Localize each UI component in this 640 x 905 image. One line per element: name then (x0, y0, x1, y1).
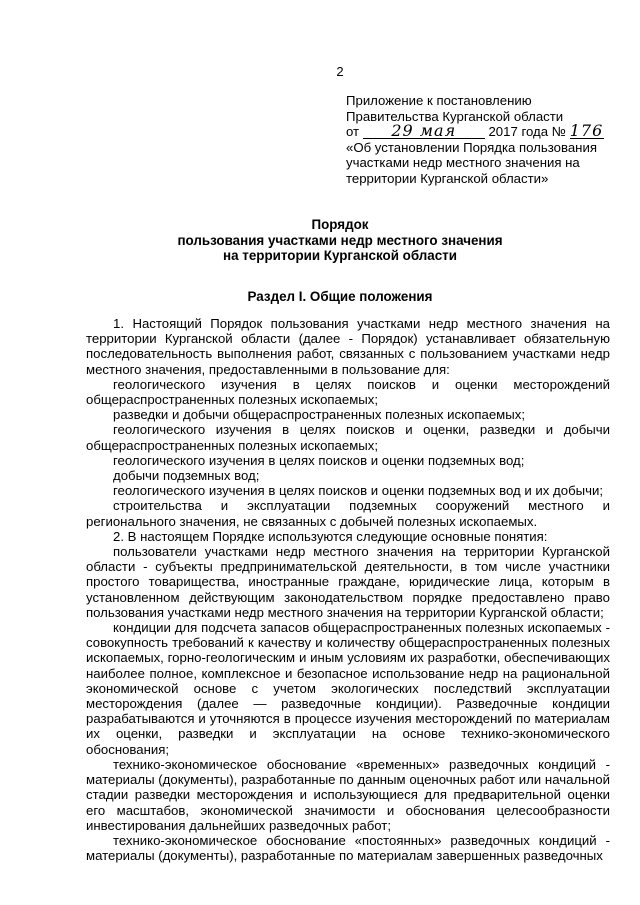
section-heading: Раздел I. Общие положения (247, 289, 433, 304)
paragraph: геологического изучения в целях поисков и оценки месторождений общераспространенных полезных ископаемых; (86, 376, 610, 408)
date-field (363, 121, 485, 141)
paragraph: геологического изучения в целях поисков и оценки, разведки и добычи общераспространенных полезных ископаемых; (86, 422, 610, 453)
paragraph: геологического изучения в целях поисков и оценки подземных вод; (113, 452, 525, 468)
paragraph: кондиции для подсчета запасов общераспространенных полезных ископаемых - совокупность требований к качеству и количеству общераспространенных полезных ископаемых, горно-геологическим и иным условиям их разработки, обеспечивающих наиболее полное, комплексное и безопасное использование недр на рациональной экономической основе с учетом экологических последствий эксплуатации месторождения (далее — разведочные кондиции). Разведочные кондиции разрабатываются и уточняются в процессе изучения месторождений по материалам их оценки, разведки и эксплуатации на основе технико-экономического обоснования; (86, 620, 610, 757)
appendix-header (346, 93, 626, 187)
title-line-1: Порядок (311, 217, 369, 232)
appendix-ot: от (346, 124, 360, 140)
appendix-subject-1: «Об установлении Порядка пользования (346, 139, 597, 155)
appendix-subject-2: участками недр местного значения на (346, 155, 580, 171)
date-handwritten: 29 мая (391, 121, 457, 141)
paragraph: разведки и добычи общераспространенных полезных ископаемых; (113, 407, 525, 423)
paragraph: 1. Настоящий Порядок пользования участками недр местного значения на территории Курганской области (далее - Порядок) устанавливает обязательную последовательность выполнения работ, связанных с пользованием участками недр местного значения, предоставленными в пользование для: (86, 316, 610, 377)
paragraph: добычи подземных вод; (113, 468, 260, 484)
paragraph: строительства и эксплуатации подземных сооружений местного и регионального значения, не связанных с добычей полезных ископаемых. (86, 498, 610, 529)
page-number: 2 (336, 64, 344, 79)
appendix-date-line (346, 121, 626, 141)
appendix-year-text: 2017 года № (488, 124, 566, 140)
paragraph: технико-экономическое обоснование «временных» разведочных кондиций - материалы (документы), разработанные по данным оценочных работ или начальной стадии разведки месторождения и использующиеся для предварительной оценки его масштабов, экономической значимости и обоснования целесообразности инвестирования дальнейших разведочных работ; (86, 756, 610, 833)
paragraph: геологического изучения в целях поисков и оценки подземных вод и их добычи; (113, 483, 604, 499)
paragraph: технико-экономическое обоснование «постоянных» разведочных кондиций - материалы (документы), разработанные по материалам завершенных разведочных (86, 832, 610, 864)
document-title (0, 217, 640, 264)
appendix-subject-3: территории Курганской области» (346, 170, 549, 186)
appendix-line-1: Приложение к постановлению (346, 93, 532, 108)
number-field (569, 121, 604, 141)
paragraph: 2. В настоящем Порядке используются следующие основные понятия: (113, 528, 548, 544)
title-line-3: на территории Курганской области (223, 248, 457, 264)
appendix-line-2: Правительства Курганской области (346, 108, 564, 124)
title-line-2: пользования участками недр местного значения (177, 232, 503, 248)
number-handwritten: 176 (569, 121, 604, 141)
document-body (86, 316, 610, 863)
paragraph: пользователи участками недр местного значения на территории Курганской области - субъекты предпринимательской деятельности, в том числе участники простого товарищества, иностранные граждане, юридические лица, которым в установленном действующим законодательством порядке предоставлено право пользования участками недр местного значения на территории Курганской области; (86, 544, 610, 620)
